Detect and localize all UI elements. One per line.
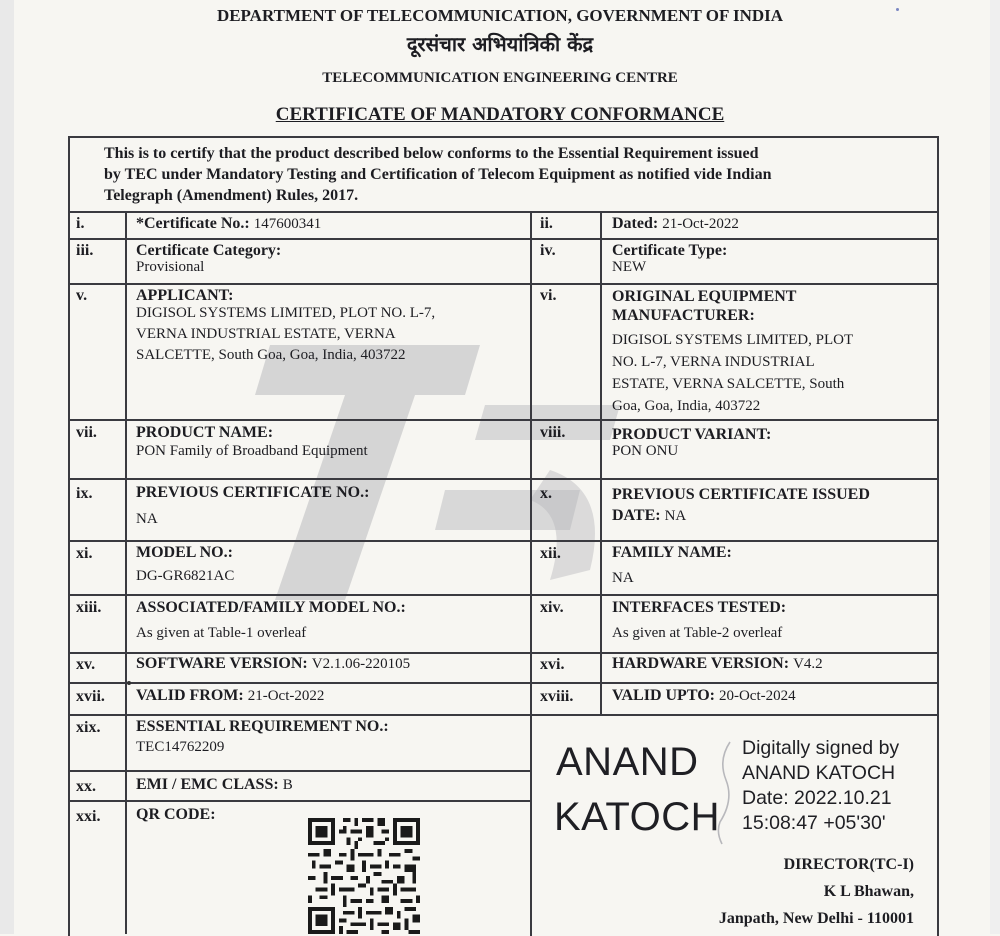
emi-emc-class-label (136, 776, 293, 794)
label-line (612, 505, 870, 527)
signatory-designation: DIRECTOR(TC-I) (783, 856, 914, 873)
row-rule (68, 800, 531, 802)
row-rule (68, 652, 939, 654)
address-line: Goa, Goa, India, 403722 (612, 398, 761, 414)
product-name-label: PRODUCT NAME: (136, 424, 274, 441)
row-number: xiv. (540, 599, 564, 616)
product-variant-value: PON ONU (612, 443, 679, 459)
row-number: xix. (76, 719, 101, 736)
previous-issued-date-value: NA (664, 508, 687, 524)
family-name-label: FAMILY NAME: (612, 544, 732, 561)
office-address: Janpath, New Delhi - 110001 (718, 910, 914, 927)
applicant-address (136, 303, 516, 366)
previous-issued-date-label (612, 484, 870, 527)
label-text: Dated: (612, 215, 659, 232)
associated-model-label: ASSOCIATED/FAMILY MODEL NO.: (136, 599, 406, 616)
col-rule (600, 211, 602, 714)
product-name-value: PON Family of Broadband Equipment (136, 443, 368, 459)
row-rule (68, 238, 939, 240)
row-rule (68, 478, 939, 480)
essential-requirement-value: TEC14762209 (136, 739, 225, 755)
row-number: xi. (76, 545, 93, 562)
scan-speck (127, 681, 131, 685)
row-number: i. (76, 215, 85, 232)
row-rule (68, 419, 939, 421)
certificate-type-value: NEW (612, 259, 647, 275)
row-number: xviii. (540, 688, 574, 705)
software-version-value: V2.1.06-220105 (311, 656, 411, 672)
associated-model-value: As given at Table-1 overleaf (136, 625, 307, 641)
col-rule (530, 211, 532, 936)
essential-requirement-label: ESSENTIAL REQUIREMENT NO.: (136, 718, 389, 735)
interfaces-tested-value: As given at Table-2 overleaf (612, 625, 783, 641)
label-text: SOFTWARE VERSION: (136, 655, 308, 672)
intro-line: Telegraph (Amendment) Rules, 2017. (104, 187, 359, 204)
row-number: xxi. (76, 808, 101, 825)
row-rule (68, 211, 939, 213)
manufacturer-address (612, 329, 932, 417)
label-line: PREVIOUS CERTIFICATE ISSUED (612, 486, 870, 503)
signature-flourish-icon (712, 740, 742, 850)
row-rule (68, 682, 939, 684)
product-variant-label: PRODUCT VARIANT: (612, 426, 772, 443)
label-text: VALID FROM: (136, 687, 244, 704)
row-rule (68, 283, 939, 285)
signature-time: 15:08:47 +05'30' (742, 812, 886, 834)
signer-name: ANAND KATOCH (742, 762, 896, 784)
signature-caption: Digitally signed by (742, 737, 900, 759)
row-number: xiii. (76, 599, 102, 616)
address-line: NO. L-7, VERNA INDUSTRIAL (612, 354, 815, 370)
valid-upto-label (612, 687, 796, 705)
label-text: DATE: (612, 507, 661, 524)
qr-code-label: QR CODE: (136, 806, 216, 823)
row-number: iv. (540, 242, 556, 259)
qr-code-image (308, 818, 420, 934)
row-number: xx. (76, 778, 96, 795)
family-name-value: NA (612, 570, 634, 586)
digital-signature-details (742, 736, 899, 836)
dated-value: 21-Oct-2022 (662, 216, 739, 232)
row-number: xvii. (76, 688, 105, 705)
col-rule (125, 211, 127, 934)
label-text: EMI / EMC CLASS: (136, 776, 279, 793)
row-rule (68, 770, 531, 772)
row-number: iii. (76, 242, 94, 259)
certification-statement (104, 143, 934, 206)
dated-label (612, 215, 739, 233)
row-rule (68, 714, 939, 716)
hardware-version-label (612, 655, 823, 673)
row-rule (68, 594, 939, 596)
row-number: v. (76, 287, 88, 304)
scan-edge-right (990, 0, 1000, 934)
signature-date: Date: 2022.10.21 (742, 787, 892, 809)
signature-name-line2: KATOCH (554, 795, 720, 839)
hindi-heading: दूरसंचार अभियांत्रिकी केंद्र (406, 32, 594, 56)
intro-line: by TEC under Mandatory Testing and Certification of Telecom Equipment as notified vide Indian (104, 166, 772, 183)
previous-certificate-value: NA (136, 511, 158, 527)
previous-certificate-label: PREVIOUS CERTIFICATE NO.: (136, 484, 370, 501)
row-number: ii. (540, 215, 553, 232)
address-line: ESTATE, VERNA SALCETTE, South (612, 376, 845, 392)
certificate-category-label: Certificate Category: (136, 242, 282, 259)
certificate-no-value: 147600341 (253, 216, 322, 232)
label-text: VALID UPTO: (612, 687, 715, 704)
certificate-no-label (136, 215, 321, 233)
row-number: vi. (540, 287, 557, 304)
row-number: xvi. (540, 656, 565, 673)
valid-from-value: 21-Oct-2022 (247, 688, 325, 704)
row-number: xii. (540, 545, 561, 562)
emi-emc-class-value: B (282, 777, 293, 793)
address-line: VERNA INDUSTRIAL ESTATE, VERNA (136, 326, 396, 342)
applicant-label: APPLICANT: (136, 287, 234, 304)
scan-edge-left (0, 0, 14, 934)
valid-from-label (136, 687, 324, 705)
centre-heading: TELECOMMUNICATION ENGINEERING CENTRE (322, 70, 678, 86)
address-line: SALCETTE, South Goa, Goa, India, 403722 (136, 347, 406, 363)
signature-name-line1: ANAND (556, 740, 699, 784)
row-number: xv. (76, 656, 96, 673)
row-number: vii. (76, 424, 97, 441)
address-line: DIGISOL SYSTEMS LIMITED, PLOT (612, 332, 854, 348)
model-no-value: DG-GR6821AC (136, 568, 235, 584)
certificate-type-label: Certificate Type: (612, 242, 728, 259)
hardware-version-value: V4.2 (793, 656, 823, 672)
label-line: MANUFACTURER: (612, 307, 755, 324)
valid-upto-value: 20-Oct-2024 (718, 688, 796, 704)
row-number: ix. (76, 485, 93, 502)
row-rule (68, 540, 939, 542)
certificate-category-value: Provisional (136, 259, 205, 275)
manufacturer-label (612, 287, 796, 325)
intro-line: This is to certify that the product described below conforms to the Essential Requirement issued (104, 145, 759, 162)
row-number: viii. (540, 424, 566, 441)
label-text: *Certificate No.: (136, 215, 250, 232)
row-number: x. (540, 485, 552, 502)
model-no-label: MODEL NO.: (136, 544, 233, 561)
certificate-title: CERTIFICATE OF MANDATORY CONFORMANCE (275, 104, 725, 125)
scan-speck (896, 8, 899, 11)
department-heading: DEPARTMENT OF TELECOMMUNICATION, GOVERNMENT OF INDIA (216, 6, 784, 25)
office-building: K L Bhawan, (823, 883, 914, 900)
interfaces-tested-label: INTERFACES TESTED: (612, 599, 787, 616)
address-line: DIGISOL SYSTEMS LIMITED, PLOT NO. L-7, (136, 305, 436, 321)
label-line: ORIGINAL EQUIPMENT (612, 288, 797, 305)
label-text: HARDWARE VERSION: (612, 655, 790, 672)
software-version-label (136, 655, 410, 673)
